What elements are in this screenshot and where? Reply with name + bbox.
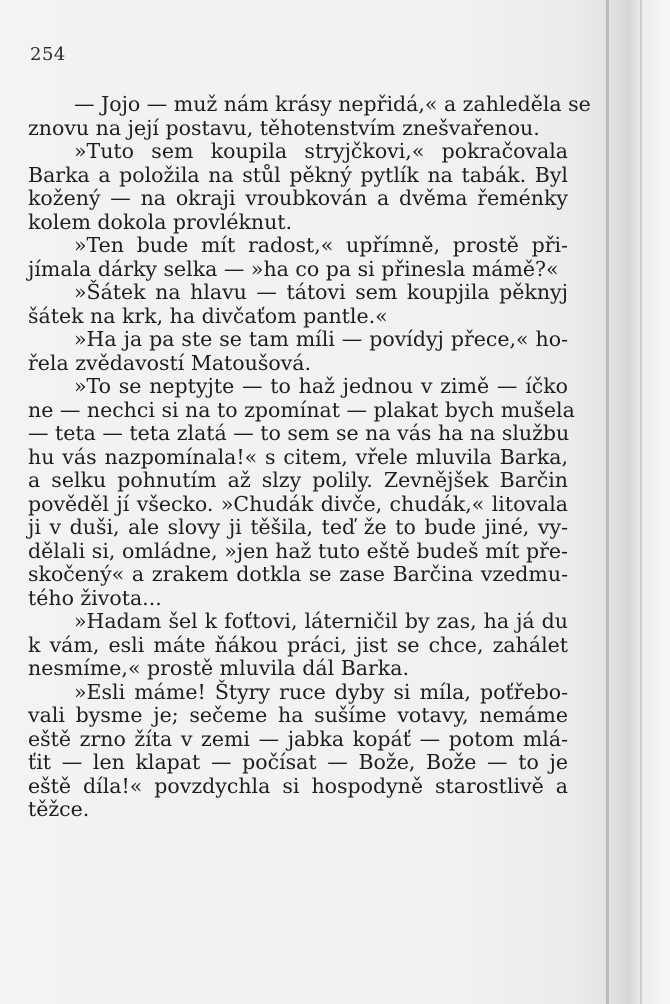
text-line: kolem dokola provléknut. (28, 209, 293, 234)
text-line: pověděl jí všecko. »Chudák divče, chudák,« litovala (28, 491, 568, 516)
text-line: šátek na krk, ha divčaťom pantle.« (28, 303, 388, 328)
text-line: znovu na její postavu, těhotenstvím znešvařenou. (28, 115, 540, 140)
body-text (28, 92, 591, 822)
text-line: — Jojo — muž nám krásy nepřidá,« a zahleděla se (74, 92, 591, 116)
text-line: nesmíme,« prostě mluvila dál Barka. (28, 656, 409, 680)
text-line: řela zvědavostí Matoušová. (28, 350, 312, 375)
text-line: »Hadam šel k foťtovi, láterničil by zas, ha já du (74, 609, 568, 633)
text-line: ji v duši, ale slovy ji těšila, teď že to bude jiné, vy- (28, 515, 568, 539)
text-line: skočený« a zrakem dotkla se zase Barčina vzedmu- (28, 562, 568, 586)
text-line: těžce. (28, 797, 90, 821)
text-line: — teta — teta zlatá — to sem se na vás ha na službu (28, 421, 570, 445)
text-line: tého života... (28, 585, 162, 610)
text-line: eště díla!« povzdychla si hospodyně starostlivě a (28, 773, 568, 798)
text-line: »Ten bude mít radost,« upřímně, prostě při- (74, 233, 568, 257)
text-line: »Ha ja pa ste se tam míli — povídyj přece,« ho- (74, 327, 568, 351)
page-number: 254 (30, 44, 66, 65)
text-line: »Tuto sem koupila stryjčkovi,« pokračovala (74, 139, 568, 163)
text-line: a selku pohnutím až slzy polily. Zevnějšek Barčin (28, 468, 568, 492)
text-line: k vám, esli máte ňákou práci, jist se chce, zahálet (28, 632, 568, 657)
text-line: hu vás nazpomínala!« s citem, vřele mluvila Barka, (28, 444, 568, 469)
text-line: eště zrno žíta v zemi — jabka kopáť — potom mlá- (28, 726, 568, 751)
text-line: »Šátek na hlavu — tátovi sem koupjila pěknyj (74, 280, 568, 304)
text-line: ťit — len klapat — počísat — Bože, Bože — to je (28, 750, 568, 774)
text-line: vali bysme je; sečeme ha sušíme votavy, nemáme (28, 703, 568, 727)
text-line: kožený — na okraji vroubkován a dvěma řeménky (28, 186, 568, 210)
text-line: »To se neptyjte — to haž jednou v zimě — íčko (74, 374, 568, 398)
page-edge-shadow (606, 0, 609, 1004)
text-line: Barka a položila na stůl pěkný pytlík na tabák. Byl (28, 162, 568, 187)
text-line: »Esli máme! Štyry ruce dyby si míla, poťřebo- (74, 679, 568, 704)
page-edge-shadow-outer (640, 0, 642, 1004)
text-line: jímala dárky selka — »ha co pa si přinesla mámě?« (28, 256, 559, 281)
text-line: dělali si, omládne, »jen haž tuto eště budeš mít pře- (28, 538, 568, 563)
text-line: ne — nechci si na to zpomínat — plakat bych mušela (28, 397, 575, 422)
